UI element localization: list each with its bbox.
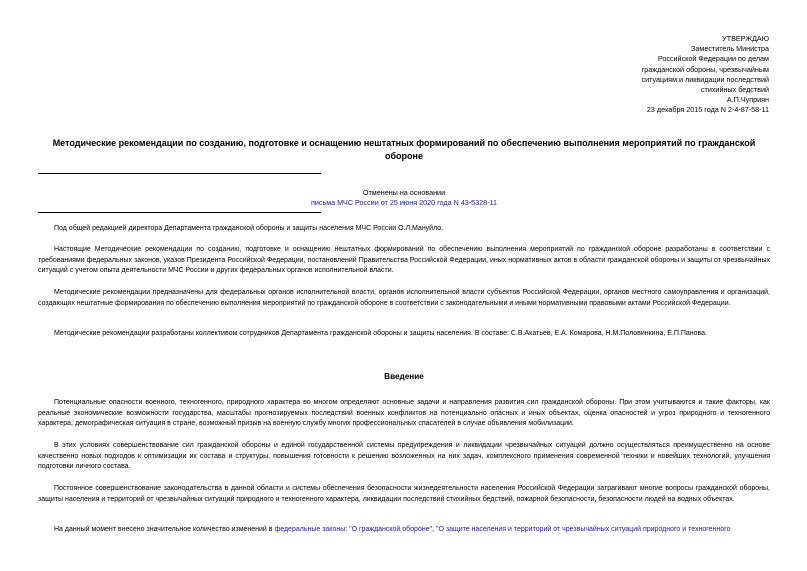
last-paragraph-comma: , — [432, 526, 436, 533]
cancellation-label: Отменены на основании — [362, 188, 446, 197]
approval-line: гражданской обороны, чрезвычайным — [641, 64, 769, 74]
intro-paragraph: Постоянное совершенствование законодательства в данной области и системы обеспечения безопасности жизнедеятельности населения Российской Федерации затрагивают многие вопросы гражданской обороны, защиты населения и территорий от чрезвычайных ситуаций природного и техногенного характера, ликвидации последствий стихийных бедствий, пожарной безопасности, безопасности людей на водных объектах. — [38, 485, 770, 503]
federal-laws-link[interactable]: федеральные законы — [274, 526, 346, 533]
last-paragraph-colon: : — [345, 526, 350, 533]
approval-line: Заместитель Министра — [691, 44, 769, 54]
divider-bottom — [38, 212, 321, 213]
civil-defense-law-link[interactable]: "О гражданской обороне" — [349, 526, 433, 533]
section-heading: Введение — [384, 372, 424, 381]
document-title: Методические рекомендации по созданию, подготовке и оснащению нештатных формирований по обеспечению выполнения мероприятий по гражданской обороне — [52, 138, 756, 161]
last-paragraph-lead: На данный момент внесено значительное количество изменений в — [54, 526, 275, 533]
approval-block — [539, 34, 769, 116]
intro-paragraph: Потенциальные опасности военного, техногенного, природного характера во многом определяют основные задачи и направления развития сил гражданской обороны. При этом учитываются и такие факторы, как реальные экономические возможности государства, масштабы прогнозируемых последствий военных конфликтов на потенциально опасных и иных объектах, оценка опасностей и угроз природного и техногенного характера, демографическая ситуация в стране, возможный призыв на военную службу многих профессиональных спасателей в случае объявления мобилизации. — [38, 399, 770, 428]
approval-line: ситуациям и ликвидации последствий — [641, 74, 769, 84]
approval-line: УТВЕРЖДАЮ — [722, 34, 769, 43]
cancellation-link[interactable]: письма МЧС России от 25 июня 2020 года N 43-5328-11 — [310, 198, 498, 207]
approval-line: стихийных бедствий — [700, 85, 769, 95]
approval-line: А.П.Чуприян — [726, 95, 769, 105]
approval-line: Российской Федерации по делам — [657, 54, 769, 64]
approval-line: 23 декабря 2015 года N 2-4-87-58-11 — [646, 105, 769, 115]
paragraph-authors: Методические рекомендации разработаны коллективом сотрудников Департамента гражданской обороны и защиты населения. В составе: С.В.Акатьев, Е.А. Комарова, Н.М.Половинкина, Е.П.Панова. — [54, 330, 707, 337]
intro-paragraph-last — [38, 525, 770, 536]
paragraph-audience: Методические рекомендации предназначены для федеральных органов исполнительной власти, органов исполнительной власти субъектов Российской Федерации, органов местного самоуправления и организаций, создающих нештатные формирования по обеспечению выполнения мероприятий по гражданской обороне в соответствии с законодательными и иными нормативными правовыми актами Российской Федерации. — [38, 289, 770, 307]
intro-paragraph: В этих условиях совершенствование сил гражданской обороны и единой государственной системы предупреждения и ликвидации чрезвычайных ситуаций должно осуществляться преимущественно на основе качественно новых подходов к оптимизации их состава и структуры, повышения готовности к решению возложенных на них задач, комплексного применения современной техники и новейших технологий, улучшения подготовки личного состава. — [38, 442, 770, 471]
paragraph-editor: Под общей редакцией директора Департамента гражданской обороны и защиты населения МЧС России О.Л.Мануйло. — [54, 225, 444, 232]
paragraph-purpose: Настоящие Методические рекомендации по созданию, подготовке и оснащению нештатных формирований по обеспечению выполнения мероприятий по гражданской обороне разработаны в соответствии с требованиями федеральных законов, указов Президента Российской Федерации, постановлений Правительства Российской Федерации, иных нормативных актов в области гражданской обороны и защиты от чрезвычайных ситуаций с учетом опыта деятельности МЧС России и других федеральных органов исполнительной власти. — [38, 246, 770, 275]
divider-top — [38, 173, 321, 174]
population-protection-law-link[interactable]: "О защите населения и территорий от чрезвычайных ситуаций природного и техногенного — [435, 526, 731, 533]
